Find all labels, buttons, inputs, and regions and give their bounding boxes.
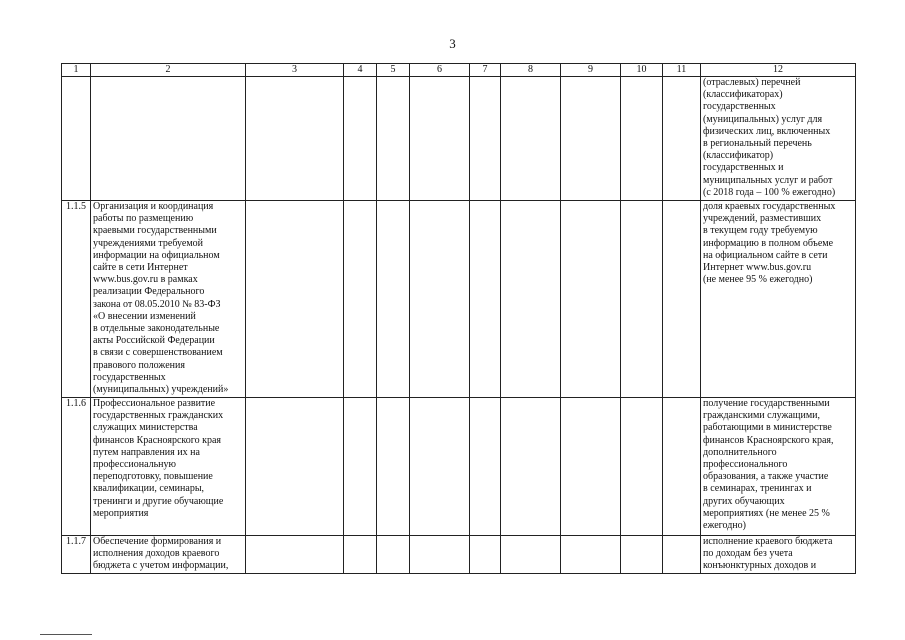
empty-cell — [501, 536, 561, 574]
empty-cell — [561, 201, 621, 398]
column-header: 5 — [377, 64, 410, 77]
empty-cell — [621, 77, 663, 201]
description-cell: Обеспечение формирования и исполнения доходов краевого бюджета с учетом информации, — [91, 536, 246, 574]
result-cell: исполнение краевого бюджета по доходам без учета конъюнктурных доходов и — [701, 536, 856, 574]
empty-cell — [410, 536, 470, 574]
row-number-cell: 1.1.7 — [62, 536, 91, 574]
empty-cell — [621, 536, 663, 574]
row-number-cell — [62, 77, 91, 201]
empty-cell — [663, 77, 701, 201]
column-header: 3 — [246, 64, 344, 77]
empty-cell — [501, 201, 561, 398]
empty-cell — [561, 398, 621, 536]
empty-cell — [246, 201, 344, 398]
table-row — [62, 536, 856, 574]
result-cell: (отраслевых) перечней (классификаторах) государственных (муниципальных) услуг для физических лиц, включенных в региональный перечень (классификатор) государственных и муниципальных услуг и работ (с 2018 года – 100 % ежегодно) — [701, 77, 856, 201]
column-header: 4 — [344, 64, 377, 77]
column-header: 9 — [561, 64, 621, 77]
empty-cell — [246, 536, 344, 574]
column-header: 6 — [410, 64, 470, 77]
column-header: 10 — [621, 64, 663, 77]
empty-cell — [621, 398, 663, 536]
empty-cell — [377, 536, 410, 574]
column-header: 11 — [663, 64, 701, 77]
empty-cell — [344, 536, 377, 574]
table-row — [62, 201, 856, 398]
empty-cell — [246, 77, 344, 201]
row-number-cell: 1.1.6 — [62, 398, 91, 536]
description-cell — [91, 77, 246, 201]
empty-cell — [410, 398, 470, 536]
empty-cell — [410, 77, 470, 201]
empty-cell — [344, 398, 377, 536]
empty-cell — [561, 77, 621, 201]
column-header: 1 — [62, 64, 91, 77]
footnote-rule — [40, 634, 92, 635]
empty-cell — [470, 201, 501, 398]
column-header: 2 — [91, 64, 246, 77]
column-header: 7 — [470, 64, 501, 77]
result-cell: доля краевых государственных учреждений, разместивших в текущем году требуемую информацию в полном объеме на официальном сайте в сети Интернет www.bus.gov.ru (не менее 95 % ежегодно) — [701, 201, 856, 398]
empty-cell — [344, 201, 377, 398]
empty-cell — [470, 77, 501, 201]
table-row — [62, 398, 856, 536]
page-number: 3 — [449, 36, 456, 51]
empty-cell — [377, 77, 410, 201]
row-number-cell: 1.1.5 — [62, 201, 91, 398]
empty-cell — [377, 201, 410, 398]
column-header: 8 — [501, 64, 561, 77]
table-body — [62, 77, 856, 574]
empty-cell — [410, 201, 470, 398]
column-number-row — [62, 64, 856, 77]
result-cell: получение государственными гражданскими служащими, работающими в министерстве финансов Красноярского края, дополнительного профессионального образования, а также участие в семинарах, тренингах и других обучающих мероприятиях (не менее 25 % ежегодно) — [701, 398, 856, 536]
empty-cell — [663, 398, 701, 536]
empty-cell — [501, 77, 561, 201]
table-row — [62, 77, 856, 201]
empty-cell — [246, 398, 344, 536]
empty-cell — [377, 398, 410, 536]
empty-cell — [561, 536, 621, 574]
description-cell: Организация и координация работы по размещению краевыми государственными учреждениями требуемой информации на официальном сайте в сети Интернет www.bus.gov.ru в рамках реализации Федерального закона от 08.05.2010 № 83-ФЗ «О внесении изменений в отдельные законодательные акты Российской Федерации в связи с совершенствованием правового положения государственных (муниципальных) учреждений» — [91, 201, 246, 398]
measures-table — [61, 63, 856, 574]
empty-cell — [501, 398, 561, 536]
empty-cell — [470, 536, 501, 574]
description-cell: Профессиональное развитие государственных гражданских служащих министерства финансов Красноярского края путем направления их на профессиональную переподготовку, повышение квалификации, семинары, тренинги и другие обучающие мероприятия — [91, 398, 246, 536]
empty-cell — [663, 201, 701, 398]
column-header: 12 — [701, 64, 856, 77]
empty-cell — [663, 536, 701, 574]
empty-cell — [470, 398, 501, 536]
empty-cell — [344, 77, 377, 201]
empty-cell — [621, 201, 663, 398]
